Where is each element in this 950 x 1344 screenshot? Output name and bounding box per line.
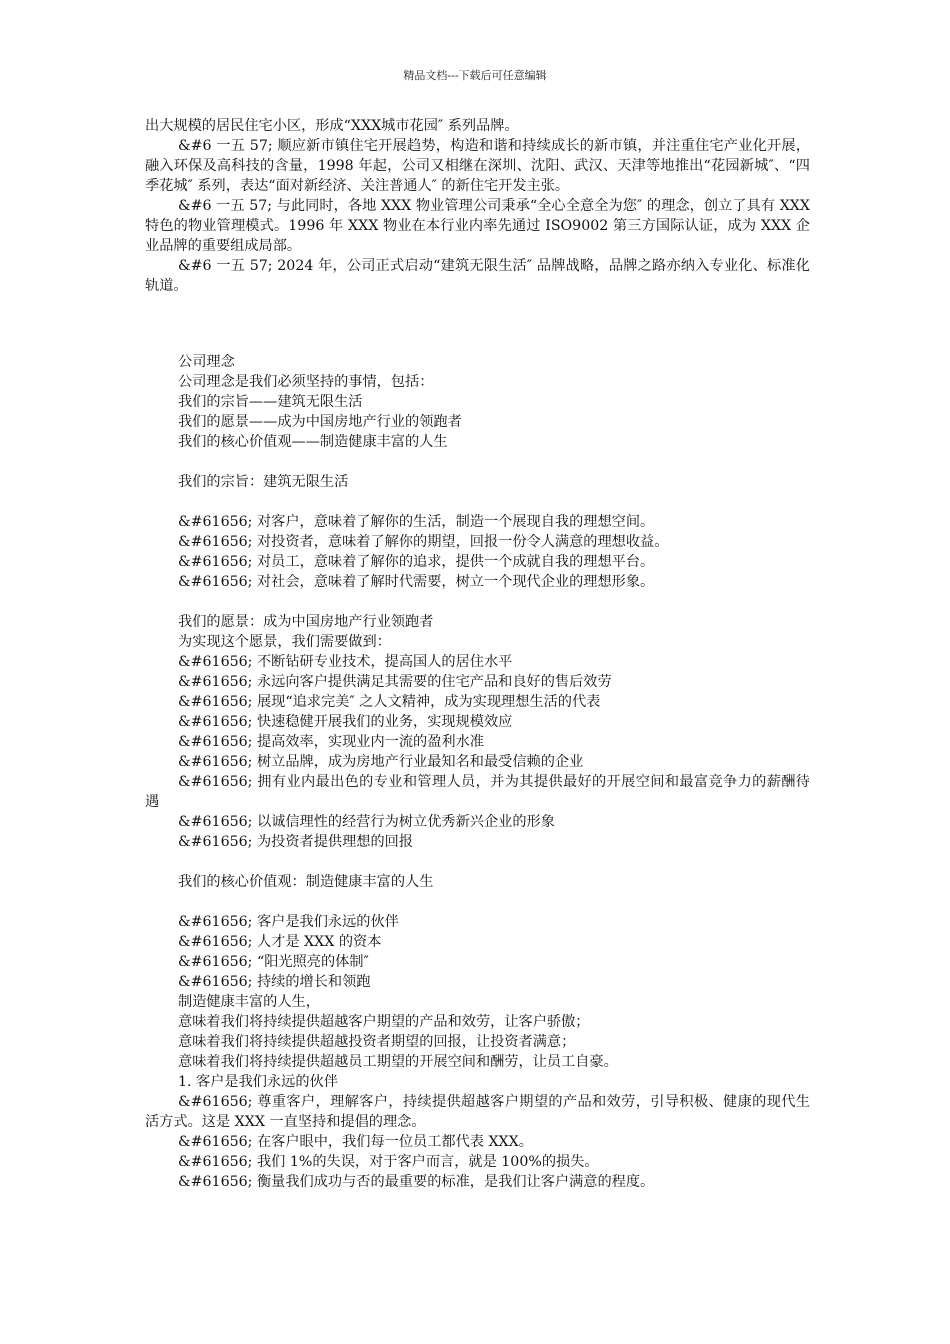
values-explain: 制造健康丰富的人生， xyxy=(178,994,320,1010)
spacer xyxy=(145,892,810,912)
intro-paragraph-3: &#6 一五 57; 与此同时，各地 XXX 物业管理公司秉承“全心全意全为您″ 的理念，创立了具有 XXX 特色的物业管理模式。1996 年 XXX 物业在本行业内率先通过 ISO9002 第三方国际认证，成为 XXX 企业品牌的重要组成局部。 xyxy=(145,198,810,254)
vision-item: &#61656; 以诚信理性的经营行为树立优秀新兴企业的形象 xyxy=(178,814,555,830)
vision-intro: 为实现这个愿景，我们需要做到： xyxy=(178,634,391,650)
values-explain: 意味着我们将持续提供超越员工期望的开展空间和酬劳，让员工自豪。 xyxy=(178,1054,618,1070)
philosophy-title: 公司理念 xyxy=(178,354,235,370)
vision-item: &#61656; 快速稳健开展我们的业务，实现规模效应 xyxy=(178,714,513,730)
values-point: &#61656; 在客户眼中，我们每一位员工都代表 XXX。 xyxy=(178,1134,533,1150)
values-point: &#61656; 衡量我们成功与否的最重要的标准，是我们让客户满意的程度。 xyxy=(178,1174,655,1190)
vision-title: 我们的愿景：成为中国房地产行业领跑者 xyxy=(178,614,434,630)
values-subheading: 1. 客户是我们永远的伙伴 xyxy=(178,1074,338,1090)
spacer xyxy=(145,852,810,872)
philosophy-line: 公司理念是我们必须坚持的事情，包括： xyxy=(178,374,434,390)
spacer xyxy=(145,592,810,612)
spacer xyxy=(145,492,810,512)
vision-item: &#61656; 不断钻研专业技术，提高国人的居住水平 xyxy=(178,654,513,670)
document-body xyxy=(145,116,810,1192)
philosophy-line: 我们的愿景——成为中国房地产行业的领跑者 xyxy=(178,414,462,430)
intro-paragraph-1: 出大规模的居民住宅小区，形成“XXX城市花园″ 系列品牌。 xyxy=(145,118,519,134)
values-point: &#61656; 尊重客户，理解客户，持续提供超越客户期望的产品和效劳，引导积极、健康的现代生活方式。这是 XXX 一直坚持和提倡的理念。 xyxy=(145,1094,810,1130)
values-item: &#61656; 人才是 XXX 的资本 xyxy=(178,934,382,950)
vision-item: &#61656; 提高效率，实现业内一流的盈利水准 xyxy=(178,734,484,750)
philosophy-line: 我们的核心价值观——制造健康丰富的人生 xyxy=(178,434,448,450)
vision-item: &#61656; 拥有业内最出色的专业和管理人员，并为其提供最好的开展空间和最富竞争力的薪酬待遇 xyxy=(145,774,810,810)
values-item: &#61656; 客户是我们永远的伙伴 xyxy=(178,914,399,930)
values-explain: 意味着我们将持续提供超越客户期望的产品和效劳，让客户骄傲； xyxy=(178,1014,590,1030)
values-point: &#61656; 我们 1%的失误，对于客户而言，就是 100%的损失。 xyxy=(178,1154,599,1170)
mission-item: &#61656; 对社会，意味着了解时代需要，树立一个现代企业的理想形象。 xyxy=(178,574,655,590)
mission-item: &#61656; 对客户，意味着了解你的生活，制造一个展现自我的理想空间。 xyxy=(178,514,655,530)
spacer xyxy=(145,452,810,472)
vision-item: &#61656; 展现“追求完美″ 之人文精神，成为实现理想生活的代表 xyxy=(178,694,601,710)
vision-item: &#61656; 永远向客户提供满足其需要的住宅产品和良好的售后效劳 xyxy=(178,674,612,690)
intro-paragraph-2: &#6 一五 57; 顺应新市镇住宅开展趋势，构造和谐和持续成长的新市镇，并注重住宅产业化开展，融入环保及高科技的含量，1998 年起，公司又相继在深圳、沈阳、武汉、天津等地推出“花园新城″、“四季花城″ 系列，表达“面对新经济、关注普通人″ 的新住宅开发主张。 xyxy=(145,138,810,194)
spacer xyxy=(145,296,810,352)
values-explain: 意味着我们将持续提供超越投资者期望的回报，让投资者满意； xyxy=(178,1034,576,1050)
mission-item: &#61656; 对投资者，意味着了解你的期望，回报一份令人满意的理想收益。 xyxy=(178,534,669,550)
page-header: 精品文档---下载后可任意编辑 xyxy=(403,69,547,82)
mission-item: &#61656; 对员工，意味着了解你的追求，提供一个成就自我的理想平台。 xyxy=(178,554,655,570)
vision-item: &#61656; 树立品牌，成为房地产行业最知名和最受信赖的企业 xyxy=(178,754,584,770)
intro-paragraph-4: &#6 一五 57; 2024 年，公司正式启动“建筑无限生活″ 品牌战略，品牌之路亦纳入专业化、标准化轨道。 xyxy=(145,258,810,294)
values-item: &#61656; “阳光照亮的体制″ xyxy=(178,954,369,970)
values-title: 我们的核心价值观：制造健康丰富的人生 xyxy=(178,874,434,890)
vision-item: &#61656; 为投资者提供理想的回报 xyxy=(178,834,414,850)
mission-title: 我们的宗旨：建筑无限生活 xyxy=(178,474,349,490)
values-item: &#61656; 持续的增长和领跑 xyxy=(178,974,371,990)
philosophy-line: 我们的宗旨——建筑无限生活 xyxy=(178,394,363,410)
